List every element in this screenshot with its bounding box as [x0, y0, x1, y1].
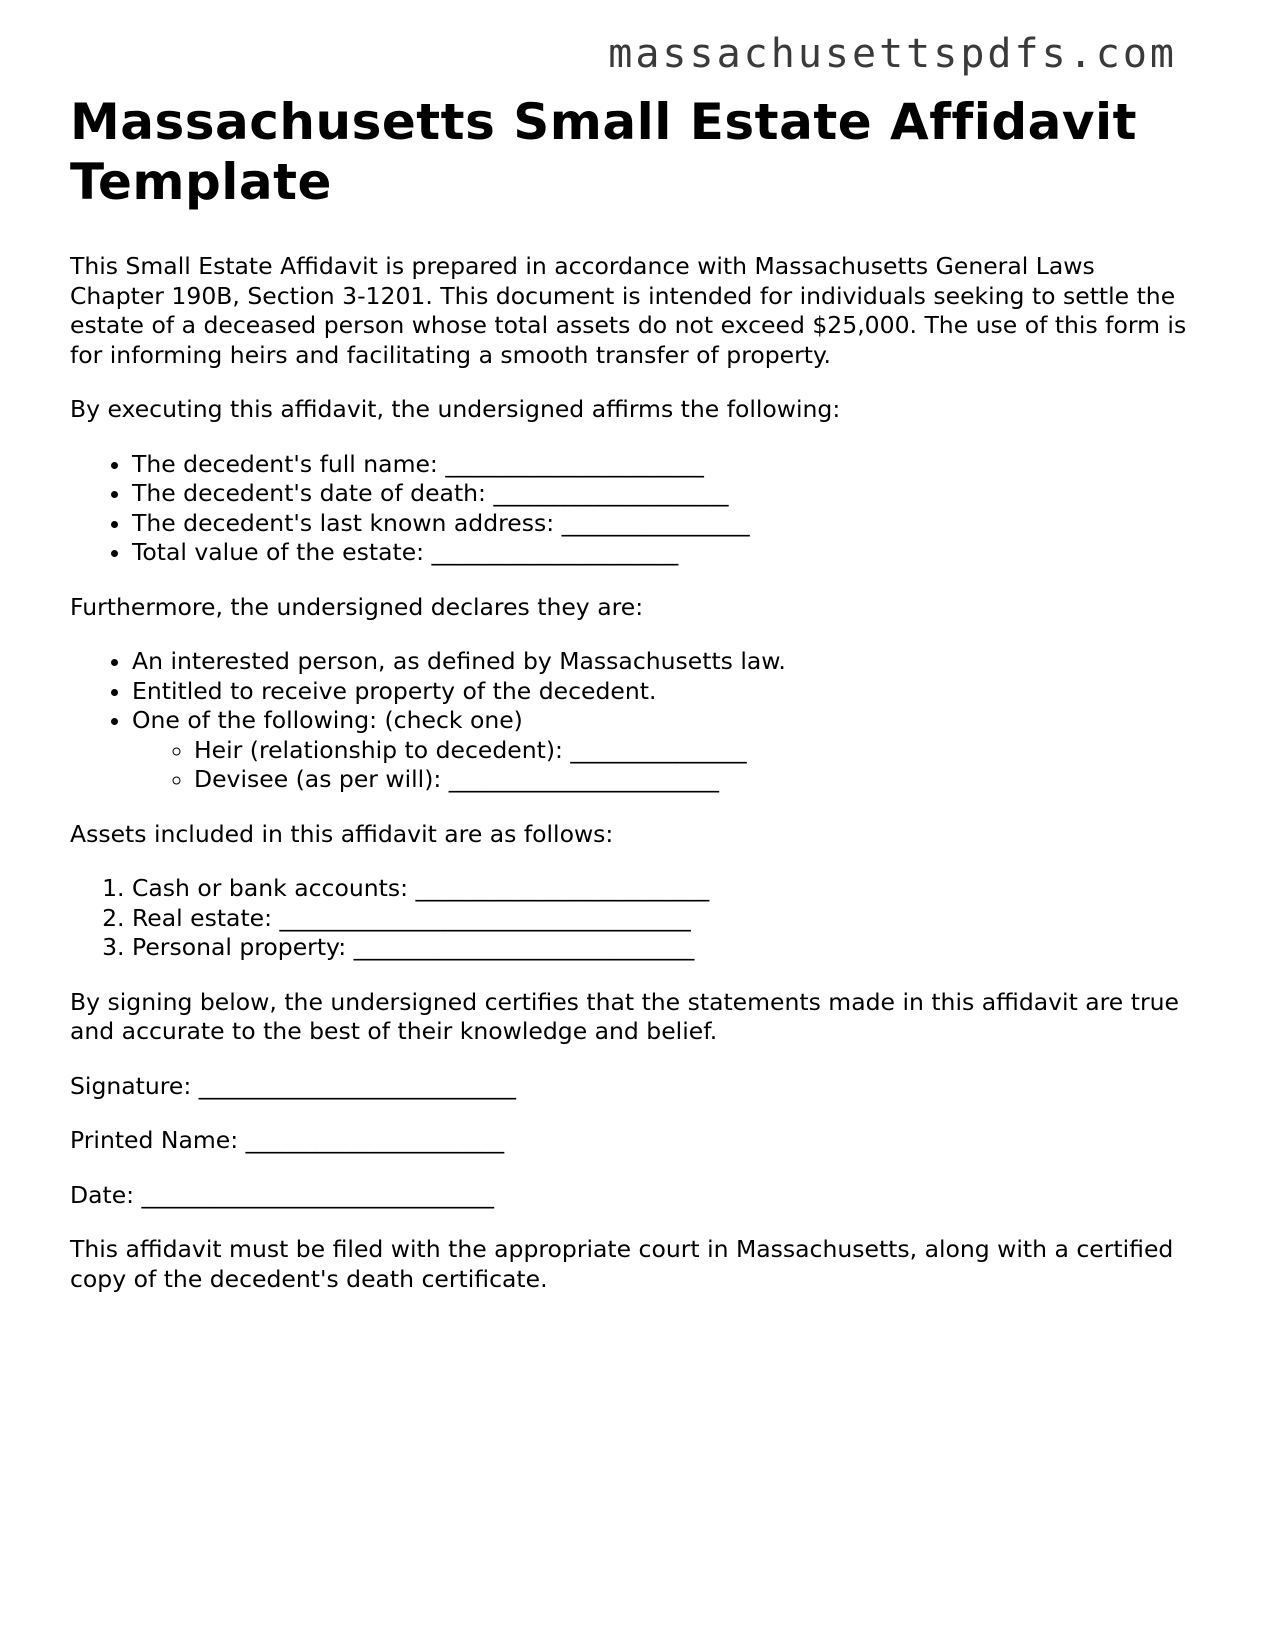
watermark: massachusettspdfs.com	[608, 31, 1177, 77]
affirm-last-address: • The decedent's last known address: ________________	[132, 509, 1190, 539]
declare-entitled: • Entitled to receive property of the decedent.	[132, 677, 1190, 707]
affirm-estate-value: • Total value of the estate: _____________________	[132, 538, 1190, 568]
printed-name-line: Printed Name: ______________________	[70, 1126, 505, 1154]
asset-cash: 1. Cash or bank accounts: _________________________	[132, 874, 1190, 904]
affirms-list	[70, 450, 1190, 568]
date-line: Date: ______________________________	[70, 1180, 495, 1209]
intro-paragraph: This Small Estate Affidavit is prepared in accordance with Massachusetts General Laws Chapter 190B, Section 3-1201. This document is intended for individuals seeking to settle the estate of a deceased person whose total assets do not exceed $25,000. The use of this form is for informing heirs and facilitating a smooth transfer of property.	[70, 252, 1187, 369]
certify-paragraph: By signing below, the undersigned certifies that the statements made in this affidavit are true and accurate to the best of their knowledge and belief.	[70, 987, 1179, 1045]
declare-check-one-label: One of the following: (check one)	[132, 706, 523, 734]
declares-list	[70, 647, 1190, 795]
declare-check-one	[132, 706, 1190, 795]
asset-personal-property: 3. Personal property: _____________________________	[132, 933, 1190, 963]
filing-note: This affidavit must be filed with the appropriate court in Massachusetts, along with a certified copy of the decedent's death certificate.	[70, 1235, 1174, 1293]
declares-intro: Furthermore, the undersigned declares they are:	[70, 592, 644, 621]
asset-real-estate: 2. Real estate: ___________________________________	[132, 904, 1190, 934]
declare-interested-person: • An interested person, as defined by Massachusetts law.	[132, 647, 1190, 677]
signature-line: Signature: ___________________________	[70, 1071, 517, 1100]
declares-sublist	[132, 736, 1190, 795]
assets-intro: Assets included in this affidavit are as follows:	[70, 819, 614, 848]
declare-devisee: ◦ Devisee (as per will): _______________________	[194, 765, 1190, 795]
affirms-intro: By executing this affidavit, the undersigned affirms the following:	[70, 395, 841, 423]
assets-list	[70, 874, 1190, 963]
declare-heir: ◦ Heir (relationship to decedent): _______________	[194, 736, 1190, 766]
affirm-date-of-death: • The decedent's date of death: ____________________	[132, 479, 1190, 509]
document-body	[70, 92, 1190, 1319]
document-title: Massachusetts Small Estate Affidavit Template	[70, 93, 1138, 211]
affirm-decedent-name: • The decedent's full name: ______________________	[132, 450, 1190, 480]
